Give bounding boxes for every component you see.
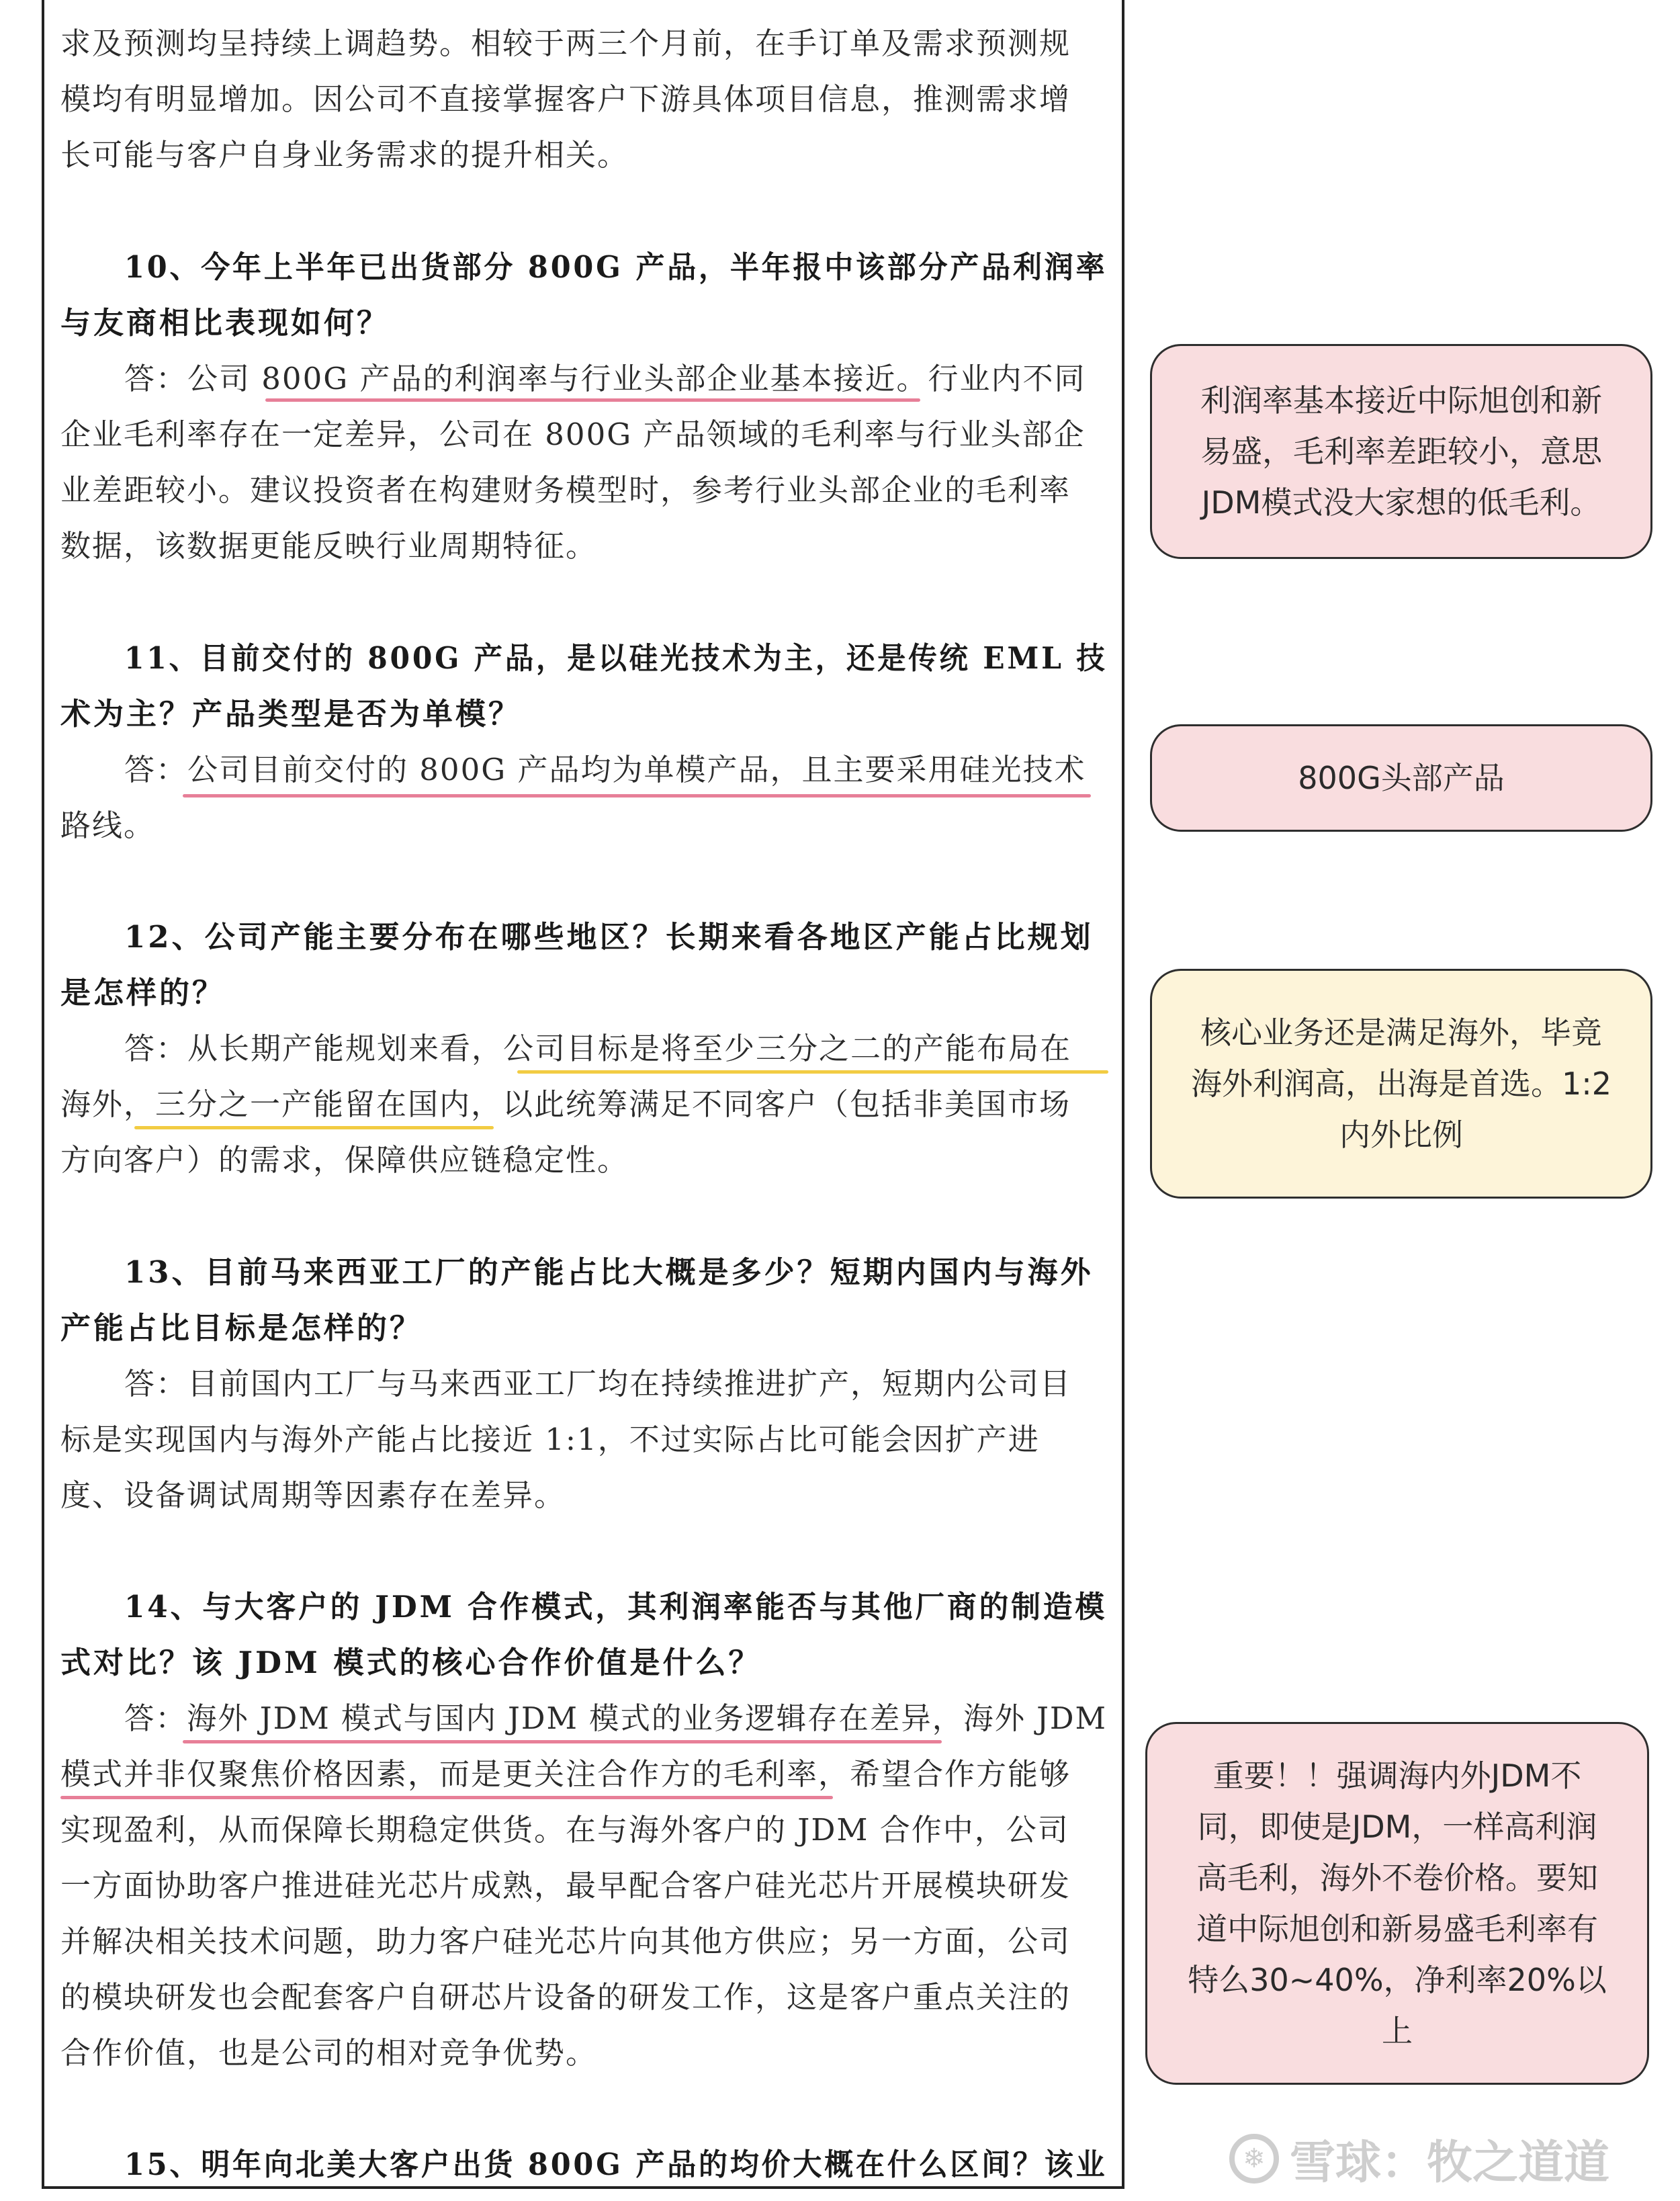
answer-14-line: 模式并非仅聚焦价格因素，而是更关注合作方的毛利率，希望合作方能够 [60,1756,1071,1792]
annotation-note-profit-margin [1150,344,1652,559]
snowball-logo-icon: ❄ [1229,2134,1279,2184]
highlight-underline [134,1126,494,1129]
answer-14-line: 答：海外 JDM 模式与国内 JDM 模式的业务逻辑存在差异，海外 JDM [124,1700,1108,1736]
answer-10-line: 答：公司 800G 产品的利润率与行业头部企业基本接近。行业内不同 [124,361,1086,396]
answer-14-line: 的模块研发也会配套客户自研芯片设备的研发工作，这是客户重点关注的 [60,1979,1071,2015]
note-line: 内外比例 [1339,1117,1463,1153]
intro-line: 模均有明显增加。因公司不直接掌握客户下游具体项目信息，推测需求增 [60,81,1071,117]
answer-12-line: 方向客户）的需求，保障供应链稳定性。 [60,1142,629,1178]
watermark-text: 雪球：牧之道道 [1290,2136,1610,2190]
answer-11-line: 答：公司目前交付的 800G 产品均为单模产品，且主要采用硅光技术 [124,752,1086,787]
answer-12-line: 答：从长期产能规划来看，公司目标是将至少三分之二的产能布局在 [124,1031,1072,1066]
annotation-note-overseas-capacity [1150,969,1652,1199]
note-line: 800G头部产品 [1298,760,1505,796]
watermark [1229,2128,1646,2189]
question-10-line: 10、今年上半年已出货部分 800G 产品，半年报中该部分产品利润率 [124,249,1108,285]
answer-14-line: 并解决相关技术问题，助力客户硅光芯片向其他方供应；另一方面，公司 [60,1924,1071,1959]
note-line: 特么30~40%，净利率20%以 [1188,1962,1607,1998]
annotation-note-800g [1150,724,1652,832]
question-12-line: 12、公司产能主要分布在哪些地区？长期来看各地区产能占比规划 [124,919,1094,955]
question-10-line: 与友商相比表现如何？ [60,305,390,341]
annotation-note-jdm-model [1145,1722,1649,2085]
answer-13-line: 度、设备调试周期等因素存在差异。 [60,1477,566,1513]
question-11-line: 11、目前交付的 800G 产品，是以硅光技术为主，还是传统 EML 技 [124,640,1108,676]
answer-10-line: 数据，该数据更能反映行业周期特征。 [60,528,598,564]
intro-line: 求及预测均呈持续上调趋势。相较于两三个月前，在手订单及需求预测规 [60,26,1071,61]
question-14-line: 式对比？该 JDM 模式的核心合作价值是什么？ [60,1645,762,1680]
note-line: JDM模式没大家想的低毛利。 [1201,484,1601,521]
answer-11-line: 路线。 [60,808,156,843]
note-line: 高毛利，海外不卷价格。要知 [1196,1860,1598,1896]
question-15-line: 15、明年向北美大客户出货 800G 产品的均价大概在什么区间？该业 [124,2147,1108,2182]
highlight-underline [183,794,1091,797]
question-13-line: 13、目前马来西亚工厂的产能占比大概是多少？短期内国内与海外 [124,1254,1094,1290]
note-line: 同，即使是JDM，一样高利润 [1197,1809,1597,1845]
highlight-underline [517,1070,1108,1074]
answer-13-line: 标是实现国内与海外产能占比接近 1:1，不过实际占比可能会因扩产进 [60,1422,1040,1457]
note-line: 道中际旭创和新易盛毛利率有 [1196,1911,1598,1947]
note-line: 上 [1382,2013,1413,2049]
answer-14-line: 实现盈利，从而保障长期稳定供货。在与海外客户的 JDM 合作中，公司 [60,1812,1069,1848]
answer-13-line: 答：目前国内工厂与马来西亚工厂均在持续推进扩产，短期内公司目 [124,1366,1072,1401]
answer-10-line: 企业毛利率存在一定差异，公司在 800G 产品领域的毛利率与行业头部企 [60,417,1086,452]
note-line: 利润率基本接近中际旭创和新 [1200,382,1602,419]
answer-10-line: 业差距较小。建议投资者在构建财务模型时，参考行业头部企业的毛利率 [60,472,1071,508]
note-line: 海外利润高，出海是首选。1:2 [1190,1066,1612,1102]
answer-14-line: 一方面协助客户推进硅光芯片成熟，最早配合客户硅光芯片开展模块研发 [60,1868,1071,1903]
question-14-line: 14、与大客户的 JDM 合作模式，其利润率能否与其他厂商的制造模 [124,1589,1108,1625]
answer-14-line: 合作价值，也是公司的相对竞争优势。 [60,2035,598,2071]
intro-line: 长可能与客户自身业务需求的提升相关。 [60,137,629,173]
highlight-underline [265,398,920,402]
highlight-underline [60,1796,833,1799]
question-13-line: 产能占比目标是怎样的？ [60,1310,423,1346]
note-line: 重要！！强调海内外JDM不 [1212,1758,1582,1794]
question-12-line: 是怎样的？ [60,975,226,1010]
note-line: 易盛，毛利率差距较小，意思 [1200,433,1602,470]
highlight-underline [183,1740,942,1743]
answer-12-line: 海外，三分之一产能留在国内，以此统筹满足不同客户（包括非美国市场 [60,1086,1071,1122]
note-line: 核心业务还是满足海外，毕竟 [1200,1015,1602,1051]
question-11-line: 术为主？产品类型是否为单模？ [60,696,522,732]
